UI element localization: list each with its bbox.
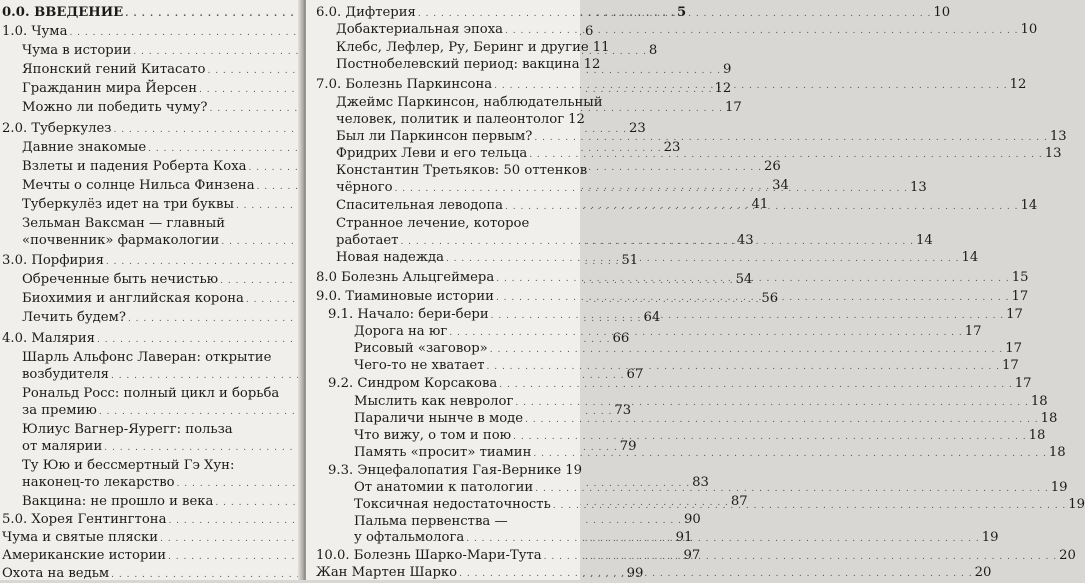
leader-dots bbox=[529, 147, 1043, 163]
toc-entry-label: 3.0. Порфирия bbox=[2, 253, 104, 268]
toc-entry-label: 9.0. Тиаминовые истории bbox=[316, 289, 494, 304]
page-number: 97 bbox=[683, 548, 701, 563]
leader-dots bbox=[400, 234, 914, 250]
leader-dots bbox=[535, 481, 1049, 497]
page-number: 43 bbox=[736, 233, 754, 248]
toc-entry-chapter[interactable] bbox=[316, 5, 951, 22]
toc-entry-label: за премию bbox=[22, 403, 97, 418]
toc-entry-label: Чума в истории bbox=[22, 43, 132, 58]
toc-entry-label-line1: Юлиус Вагнер-Яурегг: польза bbox=[22, 422, 233, 437]
toc-entry-label: Мыслить как невролог bbox=[354, 394, 514, 409]
toc-entry-section[interactable] bbox=[336, 112, 585, 129]
toc-entry-label: «почвенник» фармакологии bbox=[22, 233, 220, 248]
page-number: 67 bbox=[626, 367, 644, 382]
toc-entry-label: Рисовый «заговор» bbox=[354, 341, 488, 356]
page-number: 51 bbox=[621, 253, 639, 268]
toc-entry-label: чёрного bbox=[336, 180, 393, 195]
page-number: 5 bbox=[676, 5, 687, 20]
page-number: 13 bbox=[910, 180, 927, 195]
page-number: 17 bbox=[1014, 376, 1032, 391]
leader-dots bbox=[505, 199, 1019, 215]
leader-dots bbox=[466, 531, 980, 547]
page-number: 12 bbox=[714, 81, 732, 96]
toc-entry-label: 8.0 Болезнь Альцгеймера bbox=[316, 270, 495, 285]
toc-entry-label: Чего-то не хватает bbox=[354, 358, 485, 373]
toc-entry-label: Новая надежда bbox=[336, 250, 444, 265]
toc-entry-label: 7.0. Болезнь Паркинсона bbox=[316, 77, 493, 92]
toc-entry-label: работает bbox=[336, 233, 399, 248]
page-number: 8 bbox=[648, 43, 658, 58]
toc-entry-label-line1: Константин Третьяков: 50 оттенков bbox=[336, 163, 588, 178]
leader-dots bbox=[449, 325, 963, 341]
toc-entry-label: Гражданин мира Йерсен bbox=[22, 81, 197, 96]
page-number: 19 bbox=[1068, 497, 1085, 512]
page-number: 18 bbox=[1030, 394, 1048, 409]
page-number: 19 bbox=[565, 463, 582, 478]
page-number: 6 bbox=[584, 24, 594, 39]
toc-entry-label-line1: Ту Юю и бессмертный Гэ Хун: bbox=[22, 458, 235, 473]
page-number: 10 bbox=[1020, 22, 1038, 37]
toc-entry-section[interactable] bbox=[336, 22, 1038, 39]
page-number: 17 bbox=[1005, 341, 1023, 356]
toc-entry-chapter[interactable] bbox=[316, 77, 1027, 94]
page-number: 91 bbox=[675, 530, 693, 545]
page-number: 56 bbox=[761, 291, 779, 306]
page-number: 99 bbox=[626, 566, 644, 581]
toc-entry-label: Японский гений Китасато bbox=[22, 62, 206, 77]
toc-entry-label: От анатомии к патологии bbox=[354, 480, 534, 495]
toc-entry-label: Память «просит» тиамин bbox=[354, 445, 532, 460]
page-number: 20 bbox=[974, 565, 992, 580]
toc-entry-label: Охота на ведьм bbox=[2, 566, 110, 581]
page-number: 15 bbox=[1011, 270, 1029, 285]
toc-entry-subchapter[interactable] bbox=[328, 463, 582, 480]
page-number: 13 bbox=[1044, 146, 1062, 161]
toc-entry-label: возбудителя bbox=[22, 367, 109, 382]
toc-entry-section[interactable] bbox=[336, 57, 601, 74]
page-number: 79 bbox=[619, 439, 637, 454]
toc-entry-label-line1: Зельман Ваксман — главный bbox=[22, 216, 225, 231]
page-number: 41 bbox=[751, 197, 769, 212]
toc-entry-section[interactable] bbox=[354, 341, 1023, 358]
page-number: 20 bbox=[1059, 548, 1076, 563]
toc-entry-label: 9.1. Начало: бери-бери bbox=[328, 307, 489, 322]
toc-entry-section[interactable] bbox=[354, 428, 1046, 445]
leader-dots bbox=[525, 412, 1039, 428]
toc-entry-label: Токсичная недостаточность bbox=[354, 497, 551, 512]
page-number: 14 bbox=[1020, 198, 1038, 213]
page-number: 12 bbox=[583, 57, 601, 72]
toc-entry-label-line1: Джеймс Паркинсон, наблюдательный bbox=[336, 95, 603, 110]
page-number: 73 bbox=[614, 403, 632, 418]
leader-dots bbox=[496, 271, 1010, 287]
toc-entry-label: у офтальмолога bbox=[354, 530, 465, 545]
toc-entry-label: 4.0. Малярия bbox=[2, 331, 95, 346]
toc-entry-label-line1: Странное лечение, которое bbox=[336, 216, 530, 231]
toc-entry-label: Давние знакомые bbox=[22, 140, 147, 155]
page-number: 11 bbox=[592, 40, 610, 55]
leader-dots bbox=[513, 429, 1027, 445]
toc-entry-label: Мечты о солнце Нильса Финзена bbox=[22, 178, 255, 193]
page-number: 17 bbox=[724, 100, 742, 115]
toc-entry-label: 2.0. Туберкулез bbox=[2, 121, 112, 136]
toc-entry-label: Чума и святые пляски bbox=[2, 530, 159, 545]
toc-entry-label: Спасительная леводопа bbox=[336, 198, 503, 213]
leader-dots bbox=[459, 566, 973, 582]
toc-entry-label: Можно ли победить чуму? bbox=[22, 100, 208, 115]
leader-dots bbox=[553, 498, 1067, 514]
page-number: 87 bbox=[730, 494, 748, 509]
toc-entry-label: Что вижу, о том и пою bbox=[354, 428, 512, 443]
toc-entry-label: Обреченные быть нечистью bbox=[22, 272, 219, 287]
page-number: 14 bbox=[961, 250, 979, 265]
toc-entry-label: Постнобелевский период: вакцина bbox=[336, 57, 580, 72]
toc-entry-label: Добактериальная эпоха bbox=[336, 22, 504, 37]
leader-dots bbox=[515, 395, 1029, 411]
toc-entry-label-line1: Шарль Альфонс Лаверан: открытие bbox=[22, 350, 272, 365]
toc-entry-label: Был ли Паркинсон первым? bbox=[336, 129, 533, 144]
page-number: 26 bbox=[764, 159, 781, 174]
toc-entry-label: Взлеты и падения Роберта Коха bbox=[22, 159, 247, 174]
leader-dots bbox=[446, 251, 960, 267]
leader-dots bbox=[533, 446, 1047, 462]
toc-entry-label: Дорога на юг bbox=[354, 324, 448, 339]
page-number: 18 bbox=[1028, 428, 1046, 443]
toc-entry-label: Вакцина: не прошло и века bbox=[22, 494, 214, 509]
toc-entry-label: 9.2. Синдром Корсакова bbox=[328, 376, 498, 391]
page-number: 18 bbox=[1048, 445, 1066, 460]
toc-entry-label: Американские истории bbox=[2, 548, 167, 563]
leader-dots bbox=[496, 290, 1010, 306]
leader-dots bbox=[534, 130, 1048, 146]
leader-dots bbox=[505, 23, 1019, 39]
toc-entry-label-line1: Пальма первенства — bbox=[354, 514, 508, 529]
page-number: 17 bbox=[1011, 289, 1029, 304]
leader-dots bbox=[487, 359, 1001, 375]
toc-entry-label: 10.0. Болезнь Шарко-Мари-Тута bbox=[316, 548, 542, 563]
leader-dots bbox=[491, 308, 1005, 324]
page-number: 14 bbox=[915, 233, 933, 248]
toc-entry-label: Туберкулёз идет на три буквы bbox=[22, 197, 234, 212]
page-number: 23 bbox=[628, 121, 646, 136]
page-number: 34 bbox=[772, 178, 789, 193]
toc-entry-label: 6.0. Дифтерия bbox=[316, 5, 416, 20]
toc-entry-section[interactable] bbox=[354, 411, 1058, 428]
page-number: 23 bbox=[663, 140, 681, 155]
leader-dots bbox=[418, 6, 932, 22]
toc-entry-label: Лечить будем? bbox=[22, 310, 126, 325]
page-number: 10 bbox=[933, 5, 951, 20]
toc-entry-label: 0.0. ВВЕДЕНИЕ bbox=[2, 5, 124, 20]
page-number: 19 bbox=[981, 530, 999, 545]
toc-entry-section[interactable] bbox=[336, 129, 1067, 146]
toc-entry-label-line1: Рональд Росс: полный цикл и борьба bbox=[22, 386, 280, 401]
page-number: 17 bbox=[964, 324, 982, 339]
page-number: 17 bbox=[1006, 307, 1023, 322]
toc-entry-label: Параличи нынче в моде bbox=[354, 411, 524, 426]
leader-dots bbox=[544, 549, 1058, 565]
toc-entry-label: Клебс, Лефлер, Ру, Беринг и другие bbox=[336, 40, 589, 55]
page-number: 12 bbox=[1009, 77, 1027, 92]
toc-entry-subchapter[interactable] bbox=[328, 376, 1032, 393]
toc-entry-label: человек, политик и палеонтолог bbox=[336, 112, 565, 127]
toc-entry-label: 5.0. Хорея Гентингтона bbox=[2, 512, 167, 527]
toc-entry-label: Фридрих Леви и его тельца bbox=[336, 146, 528, 161]
leader-dots bbox=[494, 78, 1008, 94]
page-number: 66 bbox=[612, 331, 630, 346]
leader-dots bbox=[499, 377, 1013, 393]
toc-entry-label: 9.3. Энцефалопатия Гая-Вернике bbox=[328, 463, 562, 478]
toc-entry-label: 1.0. Чума bbox=[2, 24, 68, 39]
page-number: 12 bbox=[568, 112, 585, 127]
toc-entry-label: Жан Мартен Шарко bbox=[316, 565, 458, 580]
page-number: 90 bbox=[683, 512, 701, 527]
leader-dots bbox=[490, 342, 1004, 358]
toc-entry-label: от малярии bbox=[22, 439, 103, 454]
page-number: 64 bbox=[643, 310, 661, 325]
toc-entry-section[interactable] bbox=[336, 40, 610, 57]
page-number: 18 bbox=[1040, 411, 1058, 426]
page-number: 17 bbox=[1002, 358, 1019, 373]
page-number: 13 bbox=[1049, 129, 1067, 144]
page-number: 19 bbox=[1050, 480, 1068, 495]
toc-entry-label: наконец-то лекарство bbox=[22, 475, 175, 490]
page-number: 54 bbox=[735, 272, 753, 287]
toc-entry-label: Биохимия и английская корона bbox=[22, 291, 244, 306]
leader-dots bbox=[395, 181, 909, 197]
page-number: 83 bbox=[692, 475, 709, 490]
page-number: 9 bbox=[722, 62, 732, 77]
